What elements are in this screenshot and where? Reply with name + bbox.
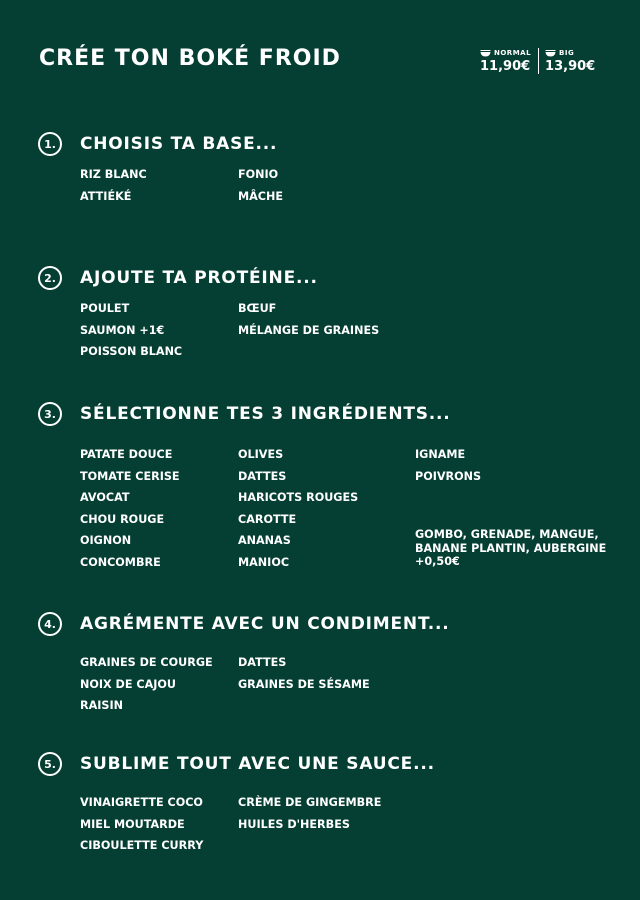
list-item: CRÈME DE GINGEMBRE	[238, 796, 382, 809]
section-title: SÉLECTIONNE TES 3 INGRÉDIENTS...	[80, 404, 451, 424]
list-item: CAROTTE	[238, 512, 297, 526]
step-number: 2.	[38, 266, 62, 290]
step-number: 3.	[38, 402, 62, 426]
section-title: SUBLIME TOUT AVEC UNE SAUCE...	[80, 754, 435, 774]
list-item: PATATE DOUCE	[80, 448, 173, 461]
list-item: HARICOTS ROUGES	[238, 491, 359, 504]
list-item: DATTES	[238, 469, 287, 483]
list-item: MANIOC	[238, 555, 290, 569]
section-sauce	[38, 750, 618, 861]
section-title: CHOISIS TA BASE...	[80, 134, 278, 154]
list-item: VINAIGRETTE COCO	[80, 796, 203, 809]
section-base	[38, 130, 618, 211]
supplement-note: GOMBO, GRENADE, MANGUE, BANANE PLANTIN, AUBERGINE +0,50€	[415, 528, 607, 568]
list-item: FONIO	[238, 168, 279, 181]
price-big-value: 13,90€	[545, 59, 596, 74]
list-item: ATTIÉKÉ	[80, 189, 132, 203]
list-item: MÂCHE	[238, 189, 284, 203]
list-item: GRAINES DE COURGE	[80, 656, 213, 669]
list-item: NOIX DE CAJOU	[80, 677, 177, 691]
price-normal-value: 11,90€	[480, 59, 531, 74]
list-item: ANANAS	[238, 534, 291, 547]
section-protein	[38, 264, 618, 367]
list-item: CHOU ROUGE	[80, 512, 165, 526]
price-block	[480, 47, 595, 75]
list-item: OIGNON	[80, 534, 132, 547]
list-item: RAISIN	[80, 699, 124, 712]
section-ingredients	[38, 400, 618, 577]
list-item: RIZ BLANC	[80, 168, 147, 181]
bowl-icon	[545, 50, 556, 57]
step-number: 5.	[38, 752, 62, 776]
price-big	[545, 47, 595, 75]
list-item: DATTES	[238, 656, 287, 669]
list-item: HUILES D'HERBES	[238, 817, 350, 831]
list-item: MÉLANGE DE GRAINES	[238, 323, 380, 337]
list-item: POISSON BLANC	[80, 345, 183, 358]
price-normal-label: NORMAL	[494, 49, 532, 57]
list-item: MIEL MOUTARDE	[80, 817, 185, 831]
price-normal	[480, 47, 531, 75]
bowl-icon	[480, 50, 491, 57]
section-title: AJOUTE TA PROTÉINE...	[80, 268, 318, 288]
list-item: BŒUF	[238, 302, 277, 315]
list-item: CIBOULETTE CURRY	[80, 839, 204, 852]
section-title: AGRÉMENTE AVEC UN CONDIMENT...	[80, 614, 450, 634]
list-item: TOMATE CERISE	[80, 469, 180, 483]
list-item: POULET	[80, 302, 130, 315]
step-number: 1.	[38, 132, 62, 156]
section-condiment	[38, 610, 618, 721]
list-item: POIVRONS	[415, 469, 482, 483]
step-number: 4.	[38, 612, 62, 636]
list-item: GRAINES DE SÉSAME	[238, 677, 370, 691]
list-item: SAUMON +1€	[80, 323, 165, 337]
price-divider	[538, 48, 539, 74]
price-big-label: BIG	[559, 49, 575, 57]
list-item: AVOCAT	[80, 491, 130, 504]
page-title: CRÉE TON BOKÉ FROID	[39, 46, 341, 71]
list-item: CONCOMBRE	[80, 555, 161, 569]
list-item: OLIVES	[238, 448, 284, 461]
list-item: IGNAME	[415, 448, 466, 461]
